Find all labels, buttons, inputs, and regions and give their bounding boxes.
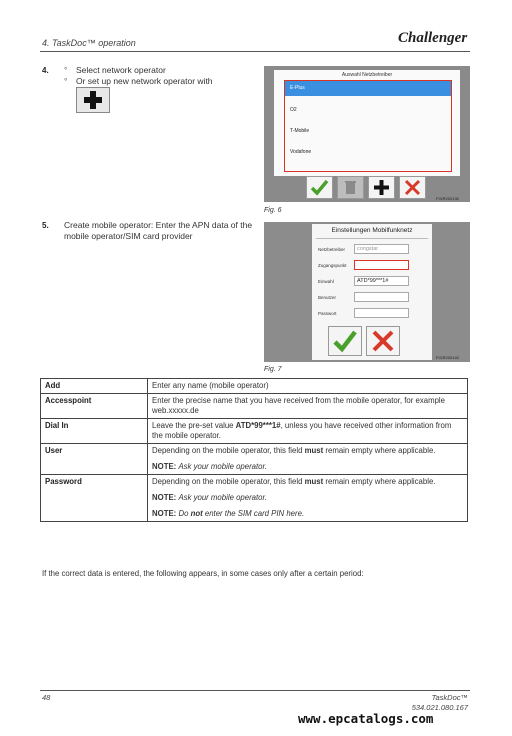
table-row <box>41 444 468 475</box>
bullet-icon: ° <box>64 65 68 75</box>
figure-6-screenshot <box>264 66 470 202</box>
section-title: 4. TaskDoc™ operation <box>42 38 136 48</box>
operator-list <box>284 80 452 172</box>
mobile-network-settings-dialog <box>312 224 432 360</box>
footer-doc-info <box>380 693 468 713</box>
trash-icon <box>338 177 363 198</box>
accesspoint-label: Zugangspunkt <box>318 263 347 268</box>
operator-field[interactable]: congstar <box>354 244 409 254</box>
figure-7-screenshot <box>264 222 470 362</box>
dial-in-label: Einwahl <box>318 279 334 284</box>
note: NOTE: Ask your mobile operator. <box>152 493 267 502</box>
dialog-title: Auswahl Netzbetreiber <box>341 72 393 78</box>
figure-6-caption: Fig. 6 <box>264 207 282 214</box>
operator-item[interactable]: T-Mobile <box>290 128 310 134</box>
step-5-number: 5. <box>42 221 49 230</box>
param-name: Accesspoint <box>41 394 148 419</box>
dialog-title: Einstellungen Mobilfunknetz <box>331 227 413 234</box>
param-name: Password <box>41 475 148 522</box>
check-icon <box>329 327 361 355</box>
footer-divider <box>40 690 470 691</box>
cancel-button[interactable] <box>399 176 426 199</box>
delete-button[interactable] <box>337 176 364 199</box>
figure-7-caption: Fig. 7 <box>264 366 282 373</box>
close-icon <box>400 177 425 198</box>
confirm-button[interactable] <box>328 326 362 356</box>
note: NOTE: Ask your mobile operator. <box>152 462 267 471</box>
table-row <box>41 475 468 522</box>
note: NOTE: Do not enter the SIM card PIN here. <box>152 509 305 518</box>
confirm-button[interactable] <box>306 176 333 199</box>
step-4-text <box>64 65 254 87</box>
cancel-button[interactable] <box>366 326 400 356</box>
param-description: Depending on the mobile operator, this field must remain empty where applicable. NOTE: Ask your mobile operator. <box>148 444 468 475</box>
password-field[interactable] <box>354 308 409 318</box>
param-name: User <box>41 444 148 475</box>
operator-item[interactable]: O2 <box>290 107 297 113</box>
check-icon <box>307 177 332 198</box>
param-description: Enter any name (mobile operator) <box>148 379 468 394</box>
param-description: Leave the pre-set value ATD*99***1#, unless you have received other information from the mobile operator. <box>148 419 468 444</box>
header-divider <box>40 51 470 52</box>
step-4-bullet-1: ° Select network operator <box>64 65 166 75</box>
page-number: 48 <box>42 693 51 702</box>
operator-select-dialog <box>274 70 460 176</box>
closing-text: If the correct data is entered, the following appears, in some cases only after a certain period: <box>42 569 364 578</box>
step-4-number: 4. <box>42 66 49 75</box>
add-operator-button[interactable] <box>76 87 110 113</box>
doc-number: 534.021.080.167 <box>411 703 468 712</box>
product-name: TaskDoc™ <box>431 693 468 702</box>
step-5-text: Create mobile operator: Enter the APN data of the mobile operator/SIM card provider <box>64 220 253 241</box>
user-label: Benutzer <box>318 295 337 300</box>
param-description: Depending on the mobile operator, this field must remain empty where applicable. NOTE: Ask your mobile operator. NOTE: Do not enter the SIM card PIN here. <box>148 475 468 522</box>
website-watermark: www.epcatalogs.com <box>298 711 434 726</box>
operator-label: Netzbetreiber <box>318 247 346 252</box>
param-name: Add <box>41 379 148 394</box>
operator-item[interactable]: E-Plus <box>285 81 451 96</box>
close-icon <box>367 327 399 355</box>
figure-code: FG/R200140 <box>436 355 459 360</box>
plus-icon <box>77 88 109 112</box>
parameter-table <box>40 378 468 522</box>
challenger-logo: Challenger <box>398 30 468 46</box>
figure-code: FG/R200130 <box>436 196 459 201</box>
operator-item[interactable]: Vodafone <box>290 149 312 155</box>
dialog-button-bar <box>304 176 430 200</box>
bullet-icon: ° <box>64 76 68 86</box>
table-row <box>41 379 468 394</box>
table-row <box>41 394 468 419</box>
accesspoint-field[interactable] <box>354 260 409 270</box>
title-divider <box>316 238 428 239</box>
param-description: Enter the precise name that you have received from the mobile operator, for example web.xxxxx.de <box>148 394 468 419</box>
step-4-bullet-2: ° Or set up new network operator with <box>64 76 213 86</box>
password-label: Passwort <box>318 311 337 316</box>
add-button[interactable] <box>368 176 395 199</box>
dial-in-field[interactable]: ATD*99***1# <box>354 276 409 286</box>
param-name: Dial In <box>41 419 148 444</box>
plus-icon <box>369 177 394 198</box>
table-row <box>41 419 468 444</box>
user-field[interactable] <box>354 292 409 302</box>
